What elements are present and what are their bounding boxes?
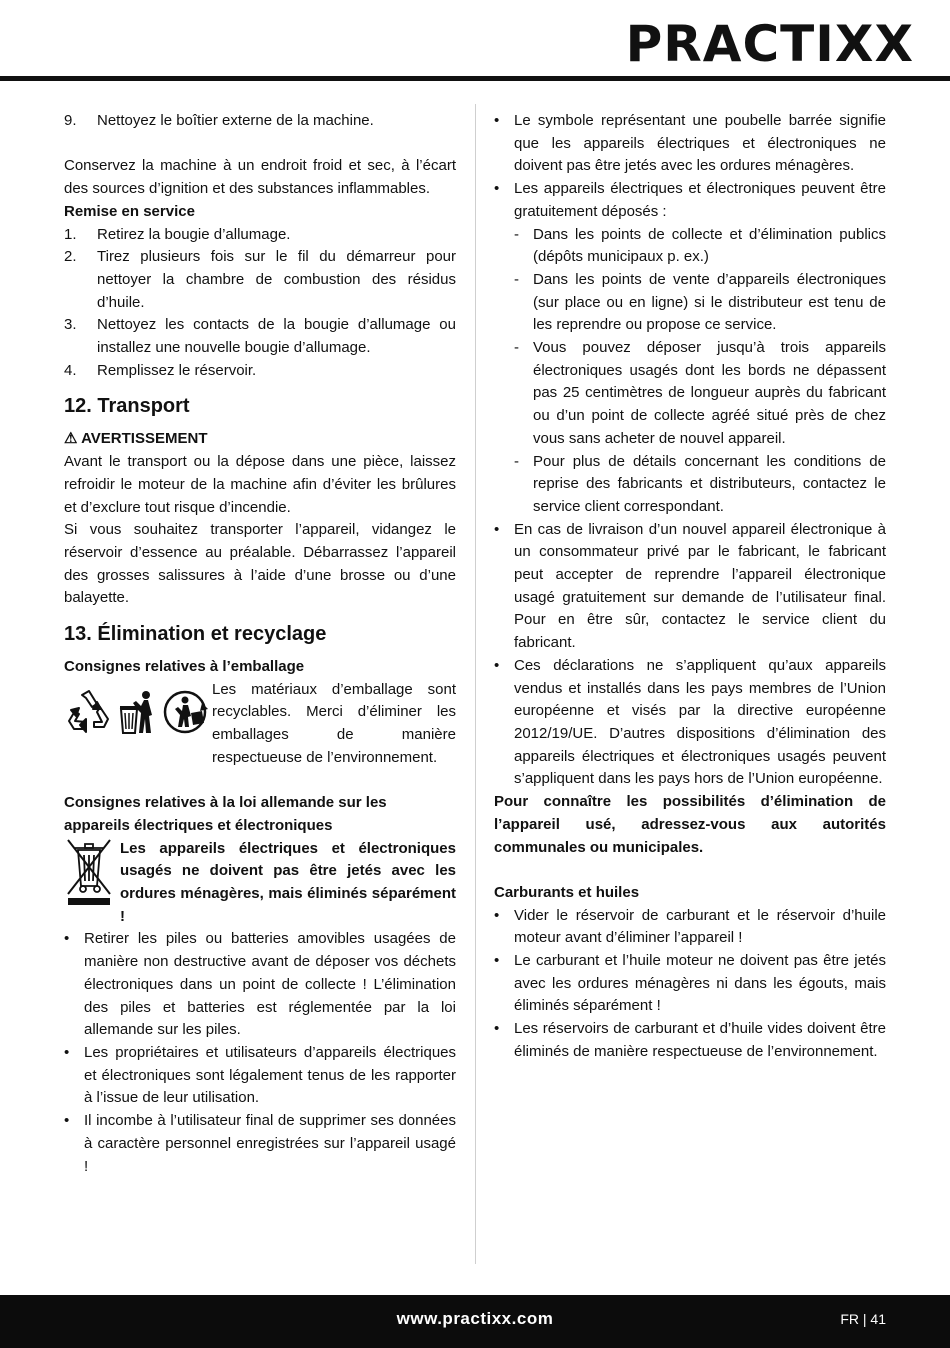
bullet-text: Le symbole représentant une poubelle barrée signifie que les appareils électriques et électroniques ne doivent pas être jetés avec les ordures ménagères. <box>514 112 886 175</box>
bullet-marker: • <box>64 1112 70 1130</box>
list-item <box>494 110 886 178</box>
header-rule <box>0 76 950 81</box>
bullet-text: Ces déclarations ne s’appliquent qu’aux appareils vendus et installés dans les pays membres de l’Union européenne et visés par la directive européenne 2012/19/UE. D’autres dispositions d’élimination des appareils électriques et électroniques usagés peuvent s’appliquent dans les pays hors de l’Union européenne. <box>514 656 886 788</box>
bullet-marker: • <box>494 656 500 674</box>
packaging-icons <box>64 679 212 735</box>
step-number: 9. <box>64 112 77 129</box>
page-number: FR | 41 <box>840 1311 886 1327</box>
step-number: 4. <box>64 361 77 379</box>
sub-list-item <box>514 451 886 519</box>
step-text: Tirez plusieurs fois sur le fil du démarreur pour nettoyer la chambre de combustion des résidus d’huile. <box>97 248 456 311</box>
section-12-heading: 12. Transport <box>64 395 190 418</box>
restart-step <box>64 224 456 247</box>
dash-marker: - <box>514 452 519 470</box>
weee-warning-text: Les appareils électriques et électroniques usagés ne doivent pas être jetés avec les ordures ménagères, mais éliminés séparément ! <box>120 839 456 925</box>
restart-step <box>64 314 456 359</box>
dash-marker: - <box>514 225 519 243</box>
law-heading: Consignes relatives à la loi allemande sur les appareils électriques et électroniques <box>64 794 387 834</box>
bullet-marker: • <box>64 1043 70 1061</box>
weee-block <box>64 838 456 929</box>
step-number: 2. <box>64 248 77 266</box>
bullet-marker: • <box>494 520 500 538</box>
list-item <box>494 1018 886 1063</box>
sub-item-text: Dans les points de vente d’appareils électroniques (sur place ou en ligne) si le distributeur est tenu de les reprendre ou propose ce service. <box>533 270 886 334</box>
list-item <box>64 1042 456 1110</box>
warning-icon: ⚠ <box>64 430 78 448</box>
brand-logo: PRACTIXX <box>625 15 914 73</box>
column-divider <box>475 104 476 1264</box>
bullet-marker: • <box>64 930 70 948</box>
restart-step <box>64 360 456 383</box>
disposal-authorities-note: Pour connaître les possibilités d’élimination de l’appareil usé, adressez-vous aux autorités communales ou municipales. <box>494 793 886 856</box>
bullet-text: Le carburant et l’huile moteur ne doivent pas être jetés avec les ordures ménagères ni dans les égouts, mais éliminés séparément ! <box>514 952 886 1015</box>
dash-marker: - <box>514 270 519 288</box>
bullet-text: Vider le réservoir de carburant et le réservoir d’huile moteur avant d’éliminer l’appareil ! <box>514 906 886 947</box>
bullet-text: En cas de livraison d’un nouvel appareil électronique à un consommateur privé par le fabricant, le fabricant peut accepter de reprendre l’appareil électronique usagé gratuitement sur demande de l’utilisateur final. Pour en être sûr, contactez le service client du fabricant. <box>514 520 886 652</box>
sub-list-item <box>514 337 886 451</box>
page-footer <box>0 1295 950 1348</box>
list-item <box>494 655 886 791</box>
sub-list-item <box>514 224 886 269</box>
bullet-text: Les appareils électriques et électroniques peuvent être gratuitement déposés : <box>514 180 886 220</box>
step-number: 3. <box>64 316 77 334</box>
list-item <box>494 178 886 223</box>
storage-paragraph: Conservez la machine à un endroit froid et sec, à l’écart des sources d’ignition et des substances inflammables. <box>64 157 456 198</box>
recycle-icon <box>64 689 114 735</box>
website-url: www.practixx.com <box>396 1309 554 1328</box>
right-column <box>494 110 886 1064</box>
warning-label: AVERTISSEMENT <box>81 430 208 448</box>
maintenance-step-9 <box>64 110 456 133</box>
list-item <box>494 905 886 950</box>
bullet-text: Les réservoirs de carburant et d’huile vides doivent être éliminés de manière respectueuse de l’environnement. <box>514 1020 886 1060</box>
packaging-heading: Consignes relatives à l’emballage <box>64 658 305 676</box>
trash-bin-icon <box>118 689 158 735</box>
sub-item-text: Vous pouvez déposer jusqu’à trois appareils électroniques usagés dont les bords ne dépassent pas 25 centimètres de longueur auprès du fabricant ou d’un point de collecte agréé situé près de chez vous sans acheter de nouvel appareil. <box>533 339 886 447</box>
section-13-heading: 13. Élimination et recyclage <box>64 623 327 646</box>
bullet-marker: • <box>494 1020 500 1038</box>
sub-item-text: Pour plus de détails concernant les conditions de reprise des fabricants et distributeurs, contactez le service client correspondant. <box>533 452 886 515</box>
bullet-marker: • <box>494 112 500 129</box>
step-number: 1. <box>64 225 77 243</box>
dispose-properly-icon <box>162 689 210 735</box>
dash-marker: - <box>514 339 519 357</box>
warning-paragraph: Avant le transport ou la dépose dans une pièce, laissez refroidir le moteur de la machine afin d’éviter les brûlures et d’exclure tout risque d’incendie. <box>64 453 456 516</box>
bullet-text: Les propriétaires et utilisateurs d’appareils électriques et électroniques sont légalement tenus de les rapporter à l’issue de leur utilisation. <box>84 1043 456 1107</box>
sub-item-text: Dans les points de collecte et d’élimination publics (dépôts municipaux p. ex.) <box>533 225 886 266</box>
step-text: Remplissez le réservoir. <box>97 361 257 379</box>
step-text: Nettoyez le boîtier externe de la machine. <box>97 112 374 129</box>
bullet-marker: • <box>494 180 500 198</box>
list-item <box>494 519 886 655</box>
list-item <box>494 950 886 1018</box>
bullet-text: Il incombe à l’utilisateur final de supprimer ses données à caractère personnel enregistrées sur l’appareil usagé ! <box>84 1112 456 1175</box>
sub-list-item <box>514 269 886 337</box>
list-item <box>64 928 456 1042</box>
restart-heading: Remise en service <box>64 202 195 220</box>
left-column <box>64 110 456 1178</box>
bullet-marker: • <box>494 906 500 924</box>
fuels-heading: Carburants et huiles <box>494 883 640 901</box>
transport-paragraph: Si vous souhaitez transporter l’appareil, vidangez le réservoir d’essence au préalable. Débarrassez l’appareil des grosses salissures à l’aide d’une brosse ou d’une balayette. <box>64 521 456 607</box>
step-text: Retirez la bougie d’allumage. <box>97 225 291 243</box>
bullet-marker: • <box>494 952 500 969</box>
bullet-text: Retirer les piles ou batteries amovibles usagées de manière non destructive avant de déposer vos déchets électroniques dans un point de collecte ! L’élimination des piles et batteries est réglementée par la loi allemande sur les piles. <box>84 930 456 1039</box>
list-item <box>64 1110 456 1178</box>
packaging-text: Les matériaux d’emballage sont recyclables. Merci d’éliminer les emballages de manière respectueuse de l’environnement. <box>212 680 456 766</box>
restart-step <box>64 246 456 314</box>
warning-title <box>64 428 456 451</box>
crossed-out-bin-icon <box>64 838 120 906</box>
packaging-block <box>64 679 456 770</box>
step-text: Nettoyez les contacts de la bougie d’allumage ou installez une nouvelle bougie d’allumage. <box>97 316 456 357</box>
